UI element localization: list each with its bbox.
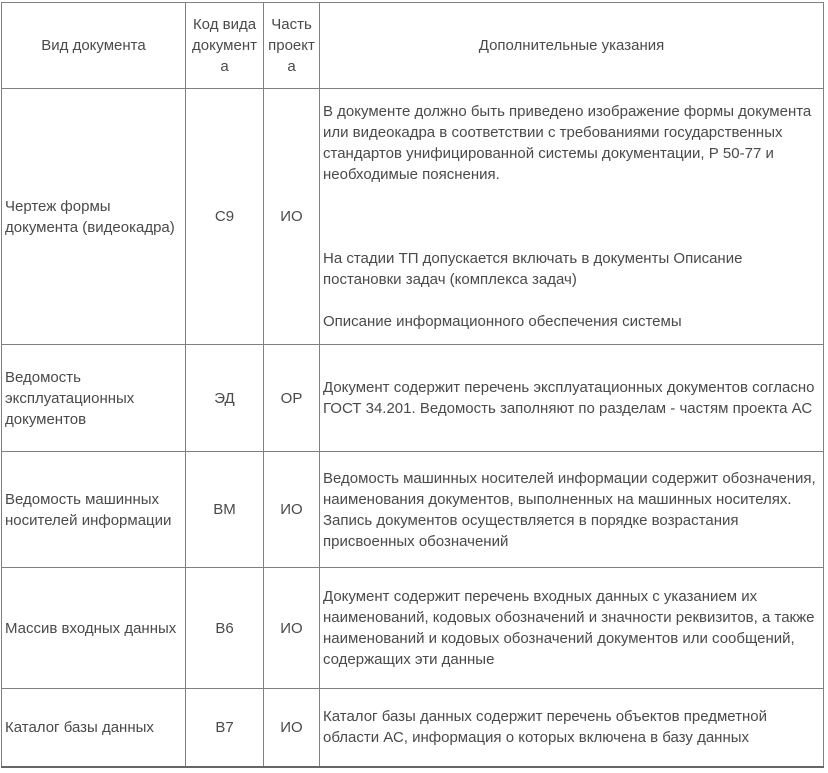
notes-paragraph: На стадии ТП допускается включать в документы Описание постановки задач (комплекса задач) (323, 250, 743, 288)
cell-part: ИО (264, 568, 320, 689)
cell-notes (320, 452, 824, 568)
notes-paragraph: Каталог базы данных содержит перечень объектов предметной области АС, информация о которых включена в базу данных (323, 708, 768, 747)
cell-code: ВМ (186, 452, 264, 568)
table-row (2, 568, 824, 689)
table-row (2, 452, 824, 568)
cell-part: ИО (264, 689, 320, 767)
table-row (2, 89, 824, 345)
table-row (2, 345, 824, 452)
notes-paragraph: Ведомость машинных носителей информации содержит обозначения, наименования документов, выполненных на машинных носителях. Запись документов осуществляется в порядке возрастания присвоенных обозначений (323, 469, 816, 550)
cell-part: ИО (264, 452, 320, 568)
cell-code: С9 (186, 89, 264, 345)
document-types-table (1, 2, 824, 768)
cell-notes (320, 568, 824, 689)
cell-doc-type: Массив входных данных (2, 568, 186, 689)
table-row (2, 689, 824, 767)
cell-doc-type: Ведомость эксплуатационных документов (2, 345, 186, 452)
notes-paragraph: Документ содержит перечень входных данных с указанием их наименований, кодовых обозначений и значности реквизитов, а также наименований и кодовых обозначений документов или сообщений, содержащих эти данные (323, 588, 815, 668)
cell-part: ОР (264, 345, 320, 452)
notes-paragraph: В документе должно быть приведено изображение формы документа или видеокадра в соответствии с требованиями государственных стандартов унифицированной системы документации, Р 50-77 и необходимые пояснения. (323, 103, 812, 183)
cell-notes (320, 345, 824, 452)
notes-paragraph: Описание информационного обеспечения системы (323, 313, 682, 330)
header-notes: Дополнительные указания (320, 3, 824, 89)
cell-doc-type: Чертеж формы документа (видеокадра) (2, 89, 186, 345)
cell-code: В6 (186, 568, 264, 689)
cell-doc-type: Каталог базы данных (2, 689, 186, 767)
cell-code: В7 (186, 689, 264, 767)
header-part: Часть проекта (264, 3, 320, 89)
cell-notes (320, 689, 824, 767)
cell-code: ЭД (186, 345, 264, 452)
notes-paragraph: Документ содержит перечень эксплуатационных документов согласно ГОСТ 34.201. Ведомость заполняют по разделам - частям проекта АС (323, 379, 815, 417)
table-header-row (2, 3, 824, 89)
cell-part: ИО (264, 89, 320, 345)
cell-notes (320, 89, 824, 345)
header-doc-type: Вид документа (2, 3, 186, 89)
header-code: Код вида документа (186, 3, 264, 89)
cell-doc-type: Ведомость машинных носителей информации (2, 452, 186, 568)
